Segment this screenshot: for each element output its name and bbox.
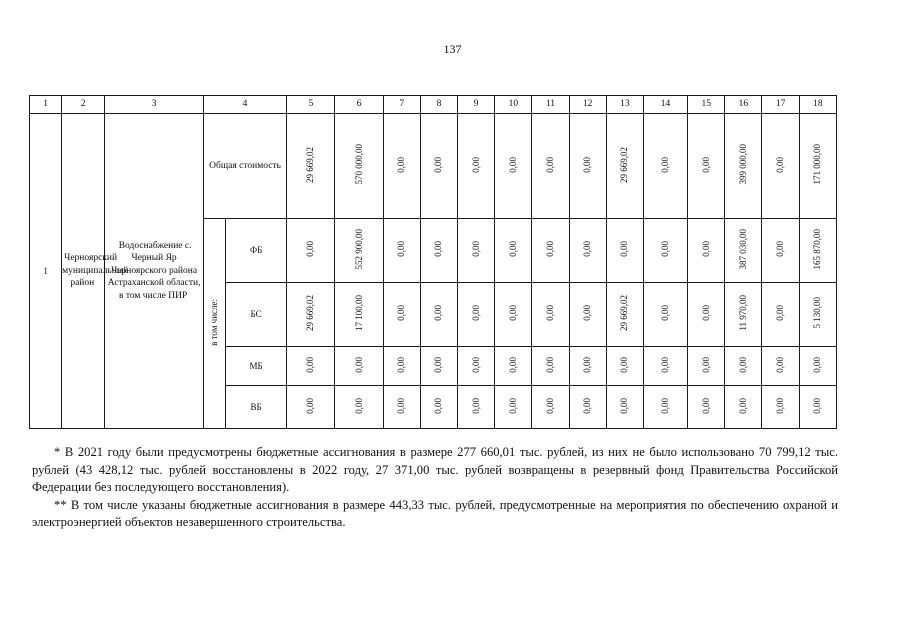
value-cell bbox=[335, 219, 383, 283]
value-cell-text: 0,00 bbox=[544, 241, 555, 257]
column-number-4 bbox=[203, 96, 286, 114]
value-cell-text: 0,00 bbox=[812, 356, 823, 373]
value-cell bbox=[606, 283, 643, 347]
value-cell-text: 570 000,00 bbox=[353, 144, 364, 185]
value-cell bbox=[335, 386, 383, 429]
column-number-17-text: 17 bbox=[775, 99, 786, 109]
column-number-10-text: 10 bbox=[508, 99, 519, 109]
value-cell-text: 0,00 bbox=[396, 305, 407, 321]
column-number-11-text: 11 bbox=[545, 99, 556, 109]
value-cell-text: 5 130,00 bbox=[812, 297, 823, 329]
value-cell-text: 0,00 bbox=[700, 356, 711, 373]
value-cell bbox=[383, 386, 420, 429]
value-cell-text: 11 970,00 bbox=[737, 295, 748, 331]
column-number-3-text: 3 bbox=[151, 99, 157, 109]
value-cell bbox=[725, 386, 762, 429]
value-cell-text: 0,00 bbox=[305, 397, 316, 414]
column-number-2 bbox=[62, 96, 105, 114]
table-row bbox=[30, 114, 837, 219]
value-cell-text: 0,00 bbox=[775, 156, 786, 173]
value-cell-text: 29 669,02 bbox=[619, 295, 630, 331]
value-cell bbox=[762, 219, 799, 283]
value-cell bbox=[799, 219, 836, 283]
value-cell bbox=[420, 114, 457, 219]
budget-table bbox=[29, 95, 837, 429]
value-cell bbox=[643, 114, 687, 219]
row-number bbox=[30, 114, 62, 429]
value-cell-text: 0,00 bbox=[507, 305, 518, 321]
value-cell-text: 0,00 bbox=[396, 397, 407, 414]
value-cell-text: 0,00 bbox=[470, 156, 481, 173]
value-cell bbox=[458, 219, 495, 283]
value-cell bbox=[495, 114, 532, 219]
value-cell bbox=[287, 114, 335, 219]
value-cell bbox=[799, 114, 836, 219]
column-number-7 bbox=[383, 96, 420, 114]
value-cell bbox=[532, 386, 569, 429]
value-cell-text: 0,00 bbox=[433, 356, 444, 373]
row-label bbox=[225, 283, 286, 347]
value-cell-text: 0,00 bbox=[660, 305, 671, 321]
column-number-5 bbox=[287, 96, 335, 114]
column-number-17 bbox=[762, 96, 799, 114]
value-cell-text: 0,00 bbox=[305, 356, 316, 373]
value-cell bbox=[643, 347, 687, 386]
value-cell bbox=[335, 283, 383, 347]
value-cell-text: 0,00 bbox=[775, 241, 786, 257]
value-cell bbox=[532, 347, 569, 386]
value-cell-text: 0,00 bbox=[396, 156, 407, 173]
column-number-10 bbox=[495, 96, 532, 114]
value-cell bbox=[569, 386, 606, 429]
value-cell bbox=[799, 347, 836, 386]
value-cell bbox=[725, 347, 762, 386]
value-cell-text: 0,00 bbox=[775, 397, 786, 414]
including-label bbox=[203, 219, 225, 429]
value-cell bbox=[383, 219, 420, 283]
column-number-4-text: 4 bbox=[242, 99, 248, 109]
value-cell-text: 0,00 bbox=[737, 397, 748, 414]
object-cell bbox=[105, 114, 203, 429]
value-cell-text: 0,00 bbox=[700, 305, 711, 321]
value-cell-text: 0,00 bbox=[507, 397, 518, 414]
column-number-1 bbox=[30, 96, 62, 114]
value-cell bbox=[287, 347, 335, 386]
value-cell bbox=[383, 347, 420, 386]
value-cell bbox=[643, 219, 687, 283]
value-cell bbox=[762, 386, 799, 429]
value-cell bbox=[606, 114, 643, 219]
column-number-16-text: 16 bbox=[738, 99, 749, 109]
value-cell-text: 17 100,00 bbox=[353, 295, 364, 331]
value-cell-text: 0,00 bbox=[544, 305, 555, 321]
value-cell-text: 0,00 bbox=[619, 397, 630, 414]
column-number-8 bbox=[420, 96, 457, 114]
value-cell-text: 0,00 bbox=[544, 356, 555, 373]
page-number: 137 bbox=[443, 42, 462, 56]
value-cell-text: 0,00 bbox=[544, 156, 555, 173]
value-cell bbox=[383, 283, 420, 347]
column-number-12 bbox=[569, 96, 606, 114]
value-cell-text: 0,00 bbox=[737, 356, 748, 373]
value-cell-text: 0,00 bbox=[582, 356, 593, 373]
value-cell-text: 29 669,02 bbox=[619, 146, 630, 183]
value-cell-text: 0,00 bbox=[660, 241, 671, 257]
object-cell-text: Водоснабжение с. Черный Яр Черноярского района Астраханской области, в том числе ПИР bbox=[107, 240, 201, 301]
value-cell-text: 0,00 bbox=[433, 305, 444, 321]
column-number-6 bbox=[335, 96, 383, 114]
value-cell bbox=[606, 347, 643, 386]
column-number-1-text: 1 bbox=[43, 99, 48, 109]
value-cell-text: 0,00 bbox=[582, 397, 593, 414]
value-cell bbox=[569, 283, 606, 347]
value-cell bbox=[688, 219, 725, 283]
column-number-9-text: 9 bbox=[473, 99, 479, 109]
column-number-18-text: 18 bbox=[813, 99, 823, 109]
value-cell-text: 0,00 bbox=[544, 397, 555, 414]
value-cell-text: 0,00 bbox=[470, 305, 481, 321]
value-cell-text: 0,00 bbox=[353, 397, 364, 414]
row-label bbox=[225, 386, 286, 429]
footnotes bbox=[32, 444, 838, 532]
municipality-cell-text: Черноярский муниципальный район bbox=[62, 253, 129, 289]
value-cell bbox=[688, 386, 725, 429]
value-cell-text: 0,00 bbox=[507, 241, 518, 257]
value-cell-text: 171 000,00 bbox=[812, 144, 823, 185]
value-cell bbox=[458, 114, 495, 219]
column-number-9 bbox=[458, 96, 495, 114]
value-cell bbox=[458, 283, 495, 347]
row-label bbox=[225, 219, 286, 283]
value-cell-text: 0,00 bbox=[700, 397, 711, 414]
value-cell-text: 0,00 bbox=[582, 156, 593, 173]
column-number-16 bbox=[725, 96, 762, 114]
value-cell-text: 29 669,02 bbox=[305, 146, 316, 183]
row-label-total bbox=[203, 114, 286, 219]
value-cell-text: 0,00 bbox=[660, 397, 671, 414]
row-label-text: БС bbox=[250, 309, 262, 319]
value-cell-text: 0,00 bbox=[507, 156, 518, 173]
value-cell bbox=[643, 386, 687, 429]
value-cell bbox=[458, 386, 495, 429]
value-cell-text: 0,00 bbox=[775, 305, 786, 321]
value-cell-text: 0,00 bbox=[396, 241, 407, 257]
value-cell bbox=[762, 114, 799, 219]
value-cell bbox=[287, 283, 335, 347]
value-cell bbox=[532, 114, 569, 219]
value-cell-text: 0,00 bbox=[812, 397, 823, 414]
row-label-total-text: Общая стоимость bbox=[209, 160, 281, 171]
value-cell-text: 0,00 bbox=[470, 241, 481, 257]
column-number-18 bbox=[799, 96, 836, 114]
column-number-5-text: 5 bbox=[308, 99, 314, 109]
column-number-12-text: 12 bbox=[582, 99, 593, 109]
value-cell-text: 0,00 bbox=[619, 356, 630, 373]
value-cell-text: 0,00 bbox=[305, 241, 316, 257]
value-cell-text: 165 870,00 bbox=[812, 228, 823, 270]
value-cell bbox=[532, 219, 569, 283]
value-cell bbox=[495, 219, 532, 283]
value-cell-text: 0,00 bbox=[470, 397, 481, 414]
value-cell bbox=[420, 219, 457, 283]
value-cell bbox=[420, 386, 457, 429]
row-label-text: ФБ bbox=[249, 245, 263, 255]
value-cell bbox=[287, 219, 335, 283]
column-number-row bbox=[30, 96, 837, 114]
column-number-15-text: 15 bbox=[701, 99, 711, 109]
value-cell-text: 399 000,00 bbox=[737, 144, 748, 185]
value-cell bbox=[725, 219, 762, 283]
value-cell-text: 0,00 bbox=[582, 241, 593, 257]
value-cell-text: 0,00 bbox=[470, 356, 481, 373]
column-number-14-text: 14 bbox=[660, 99, 671, 109]
value-cell bbox=[725, 283, 762, 347]
value-cell bbox=[688, 114, 725, 219]
value-cell-text: 0,00 bbox=[700, 156, 711, 173]
value-cell-text: 387 030,00 bbox=[737, 228, 748, 270]
value-cell bbox=[495, 283, 532, 347]
value-cell-text: 0,00 bbox=[433, 397, 444, 414]
value-cell-text: 29 669,02 bbox=[305, 295, 316, 331]
value-cell bbox=[725, 114, 762, 219]
row-number-text: 1 bbox=[43, 265, 48, 276]
row-label bbox=[225, 347, 286, 386]
value-cell-text: 0,00 bbox=[775, 356, 786, 373]
value-cell-text: 0,00 bbox=[660, 356, 671, 373]
value-cell bbox=[762, 347, 799, 386]
row-label-text: МБ bbox=[249, 360, 263, 371]
municipality-cell bbox=[62, 114, 129, 429]
column-number-6-text: 6 bbox=[356, 99, 362, 109]
column-number-8-text: 8 bbox=[436, 99, 442, 109]
value-cell-text: 0,00 bbox=[433, 241, 444, 257]
value-cell bbox=[495, 347, 532, 386]
value-cell bbox=[569, 219, 606, 283]
value-cell bbox=[643, 283, 687, 347]
value-cell bbox=[420, 283, 457, 347]
value-cell bbox=[569, 114, 606, 219]
footnote-1: * В 2021 году были предусмотрены бюджетные ассигнования в размере 277 660,01 тыс. рублей, из них не было использовано 70 799,12 тыс. рублей (43 428,12 тыс. рублей восстановлены в 2022 году, 27 371,00 тыс. рублей возвращены в резервный фонд Правительства Российской Федерации без последующего восстановления). bbox=[32, 445, 838, 494]
value-cell bbox=[569, 347, 606, 386]
value-cell bbox=[606, 386, 643, 429]
column-number-3 bbox=[105, 96, 203, 114]
value-cell-text: 0,00 bbox=[433, 156, 444, 173]
value-cell-text: 0,00 bbox=[660, 156, 671, 173]
value-cell bbox=[799, 283, 836, 347]
value-cell bbox=[688, 347, 725, 386]
value-cell-text: 0,00 bbox=[700, 241, 711, 257]
value-cell bbox=[799, 386, 836, 429]
column-number-14 bbox=[643, 96, 687, 114]
value-cell bbox=[606, 219, 643, 283]
value-cell bbox=[495, 386, 532, 429]
value-cell-text: 0,00 bbox=[507, 356, 518, 373]
value-cell bbox=[335, 347, 383, 386]
value-cell-text: 0,00 bbox=[582, 305, 593, 321]
value-cell bbox=[458, 347, 495, 386]
row-label-text: ВБ bbox=[250, 401, 262, 412]
value-cell bbox=[688, 283, 725, 347]
value-cell bbox=[287, 386, 335, 429]
column-number-15 bbox=[688, 96, 725, 114]
column-number-2-text: 2 bbox=[80, 99, 86, 109]
value-cell-text: 0,00 bbox=[619, 241, 630, 257]
column-number-7-text: 7 bbox=[399, 99, 405, 109]
value-cell bbox=[532, 283, 569, 347]
footnote-2: ** В том числе указаны бюджетные ассигнования в размере 443,33 тыс. рублей, предусмотренные на мероприятия по обеспечению охраной и электроэнергией объектов незавершенного строительства. bbox=[32, 497, 838, 529]
including-label-text: в том числе: bbox=[208, 298, 219, 346]
value-cell bbox=[420, 347, 457, 386]
value-cell-text: 0,00 bbox=[353, 356, 364, 373]
value-cell bbox=[383, 114, 420, 219]
value-cell bbox=[335, 114, 383, 219]
column-number-13 bbox=[606, 96, 643, 114]
column-number-13-text: 13 bbox=[620, 99, 630, 109]
value-cell-text: 0,00 bbox=[396, 356, 407, 373]
column-number-11 bbox=[532, 96, 569, 114]
value-cell-text: 552 900,00 bbox=[353, 228, 364, 270]
value-cell bbox=[762, 283, 799, 347]
